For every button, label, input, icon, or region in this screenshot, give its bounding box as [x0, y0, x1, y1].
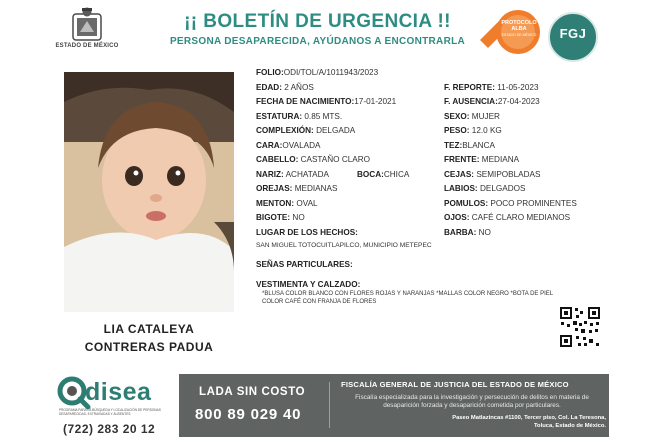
disea-brand: disea	[85, 378, 152, 406]
nariz-label: NARIZ:	[256, 169, 284, 179]
child-portrait-icon	[64, 72, 234, 312]
menton-label: MENTON:	[256, 198, 295, 208]
detail-row-vestimenta	[256, 279, 586, 290]
bigote-label: BIGOTE:	[256, 213, 291, 222]
detail-row-lugar	[256, 226, 586, 241]
pomulos-field	[444, 197, 577, 212]
qr-code-icon[interactable]	[559, 306, 601, 348]
complexion-value: DELGADA	[316, 126, 356, 135]
peso-label: PESO:	[444, 126, 470, 135]
cara-label: CARA:	[256, 140, 283, 150]
person-name-last: CONTRERAS PADUA	[84, 340, 214, 354]
barba-label: BARBA:	[444, 227, 477, 237]
state-label: ESTADO DE MÉXICO	[55, 43, 119, 49]
lugar-value: SAN MIGUEL TOTOCUITLAPILCO, MUNICIPIO METEPEC	[256, 242, 432, 249]
freporte-value: 11-05-2023	[497, 82, 539, 92]
disea-block	[55, 374, 175, 437]
fgjem-description: Fiscalía especializada para la investigación y persecución de delitos en materia de desaparición forzada y desaparición cometida por particulares.	[355, 394, 589, 409]
bulletin-header	[0, 0, 660, 62]
labios-value: DELGADOS	[479, 184, 526, 193]
person-details	[256, 66, 586, 306]
complexion-label: COMPLEXIÓN:	[256, 126, 314, 135]
barba-field	[444, 226, 491, 241]
bigote-value: NO	[292, 213, 305, 222]
sexo-field	[444, 110, 500, 125]
fgjem-address	[411, 415, 606, 430]
folio-value: ODI/TOL/A/1011943/2023	[283, 68, 379, 77]
boca-label: BOCA:	[357, 169, 384, 179]
barba-value: NO	[478, 227, 491, 237]
person-name	[64, 320, 234, 356]
sexo-value: MUJER	[471, 111, 500, 121]
cejas-label: CEJAS:	[444, 169, 475, 179]
banner-divider	[329, 382, 330, 428]
disea-description: PROGRAMA PARA LA BÚSQUEDA Y LOCALIZACIÓN DE PERSONAS DESAPARECIDAS, EXTRAVIADAS Y AUSENTES	[59, 408, 161, 416]
vestimenta-value: *BLUSA COLOR BLANCO CON FLORES ROJAS Y NARANJAS *MALLAS COLOR NEGRO *BOTA DE PIEL COLOR CAFÉ CON FRANJA DE FLORES	[262, 290, 553, 305]
lugar-label: LUGAR DE LOS HECHOS:	[256, 227, 358, 237]
lada-number[interactable]: 800 89 029 40	[195, 406, 302, 423]
cabello-label: CABELLO:	[256, 155, 299, 164]
person-name-first: LIA CATALEYA	[103, 322, 195, 336]
nacimiento-label: FECHA DE NACIMIENTO:	[256, 97, 355, 106]
detail-row-estatura	[256, 110, 586, 125]
sexo-label: SEXO:	[444, 111, 470, 121]
boca-field	[357, 168, 409, 183]
ojos-label: OJOS:	[444, 213, 470, 222]
protocolo-alba-title: PROTOCOLO ALBA	[501, 20, 537, 33]
fausencia-value: 27-04-2023	[497, 97, 540, 106]
fgjem-address-line1: Paseo Matlazincas #1100, Tercer piso, Col. La Teresona,	[452, 415, 606, 421]
menton-value: OVAL	[296, 198, 318, 208]
cejas-value: SEMIPOBLADAS	[476, 169, 541, 179]
fausencia-label: F. AUSENCIA:	[444, 97, 498, 106]
ojos-value: CAFÉ CLARO MEDIANOS	[471, 213, 571, 222]
estatura-label: ESTATURA:	[256, 111, 303, 121]
peso-value: 12.0 KG	[471, 126, 502, 135]
detail-row-complexion	[256, 124, 586, 139]
tez-value: BLANCA	[462, 140, 495, 150]
senas-label: SEÑAS PARTICULARES:	[256, 260, 353, 269]
frente-field	[444, 153, 519, 168]
folio-label: FOLIO:	[256, 68, 284, 77]
edad-value: 2 AÑOS	[284, 82, 314, 92]
detail-row-orejas	[256, 182, 586, 197]
cara-value: OVALADA	[282, 140, 321, 150]
orejas-label: OREJAS:	[256, 184, 293, 193]
detail-row-menton	[256, 197, 586, 212]
fgj-label: FGJ	[559, 26, 587, 41]
labios-field	[444, 182, 525, 197]
fgjem-address-line2: Toluca, Estado de México.	[533, 422, 606, 429]
freporte-field	[444, 81, 539, 96]
fgjem-title: FISCALÍA GENERAL DE JUSTICIA DEL ESTADO DE MÉXICO	[341, 380, 569, 389]
cejas-field	[444, 168, 540, 183]
fausencia-field	[444, 95, 540, 110]
frente-label: FRENTE:	[444, 155, 480, 164]
edad-label: EDAD:	[256, 82, 282, 92]
ojos-field	[444, 211, 570, 226]
bulletin-subtitle: PERSONA DESAPARECIDA, AYÚDANOS A ENCONTRARLA	[169, 36, 466, 47]
missing-person-photo	[64, 72, 234, 312]
nacimiento-value: 17-01-2021	[354, 97, 397, 106]
disea-phone[interactable]: (722) 283 20 12	[63, 422, 156, 436]
detail-row-nariz	[256, 168, 586, 183]
vestimenta-label: VESTIMENTA Y CALZADO:	[256, 279, 361, 289]
state-coat-of-arms-icon	[70, 6, 104, 42]
estado-de-mexico-logo	[55, 6, 119, 58]
detail-row-nacimiento	[256, 95, 586, 110]
protocolo-alba-subtitle: ESTADO DE MÉXICO	[501, 32, 537, 37]
detail-row-folio	[256, 66, 586, 81]
detail-row-bigote	[256, 211, 586, 226]
labios-label: LABIOS:	[444, 184, 478, 193]
contact-banner	[179, 374, 609, 437]
cabello-value: CASTAÑO CLARO	[300, 155, 371, 164]
freporte-label: F. REPORTE:	[444, 82, 495, 92]
lada-label: LADA SIN COSTO	[199, 386, 306, 398]
boca-value: CHICA	[383, 169, 410, 179]
bulletin-title: ¡¡ BOLETÍN DE URGENCIA !!	[184, 11, 451, 32]
detail-row-cara	[256, 139, 586, 154]
pomulos-label: POMULOS:	[444, 198, 489, 208]
frente-value: MEDIANA	[481, 155, 520, 164]
detail-row-cabello	[256, 153, 586, 168]
tez-field	[444, 139, 495, 154]
peso-field	[444, 124, 502, 139]
estatura-value: 0.85 MTS.	[304, 111, 343, 121]
pomulos-value: POCO PROMINENTES	[490, 198, 577, 208]
protocolo-alba-label	[500, 20, 538, 37]
nariz-value: ACHATADA	[285, 169, 329, 179]
tez-label: TEZ:	[444, 140, 463, 150]
detail-row-edad	[256, 81, 586, 96]
detail-row-senas	[256, 258, 586, 273]
orejas-value: MEDIANAS	[294, 184, 338, 193]
